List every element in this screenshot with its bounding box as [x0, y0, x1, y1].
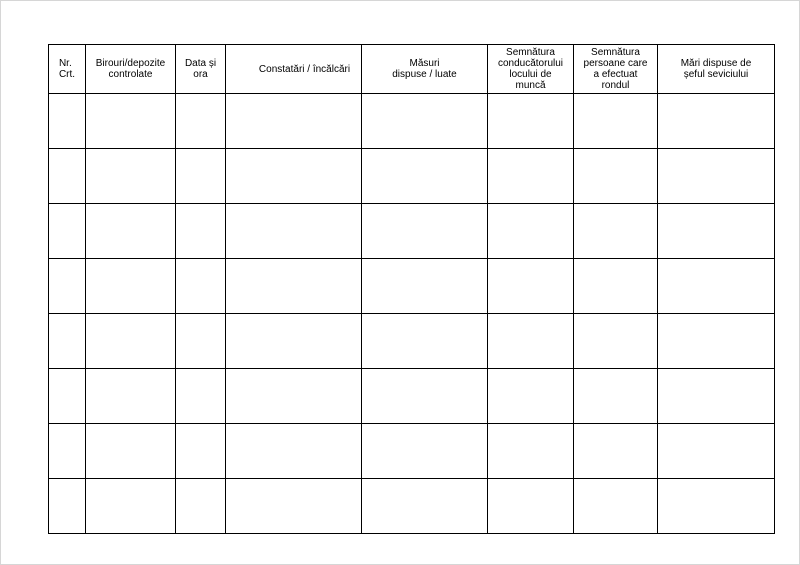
table-cell[interactable]	[49, 259, 86, 314]
table-cell[interactable]	[86, 479, 176, 534]
table-cell[interactable]	[86, 369, 176, 424]
table-cell[interactable]	[86, 204, 176, 259]
header-label: Constatări / încălcări	[258, 63, 351, 75]
table-cell[interactable]	[86, 94, 176, 149]
table-cell[interactable]	[49, 424, 86, 479]
header-label: Mări dispuse de șeful seviciului	[680, 58, 752, 80]
header-mari-dispuse	[658, 45, 775, 94]
table-cell[interactable]	[574, 424, 658, 479]
table-cell[interactable]	[488, 204, 574, 259]
header-label: Data și ora	[184, 58, 217, 80]
header-masuri	[362, 45, 488, 94]
table-cell[interactable]	[488, 479, 574, 534]
table-cell[interactable]	[362, 314, 488, 369]
table-cell[interactable]	[226, 369, 362, 424]
table-cell[interactable]	[362, 424, 488, 479]
table-cell[interactable]	[362, 259, 488, 314]
table-cell[interactable]	[488, 424, 574, 479]
table-cell[interactable]	[86, 259, 176, 314]
header-data-ora	[176, 45, 226, 94]
table-cell[interactable]	[176, 479, 226, 534]
table-cell[interactable]	[226, 424, 362, 479]
table-row	[49, 314, 775, 369]
header-constatari	[226, 45, 362, 94]
table-cell[interactable]	[574, 149, 658, 204]
table-cell[interactable]	[658, 204, 775, 259]
header-label: Semnătura persoane care a efectuat rondul	[583, 47, 648, 91]
header-semnatura-persoana	[574, 45, 658, 94]
table-cell[interactable]	[658, 149, 775, 204]
table-cell[interactable]	[488, 149, 574, 204]
table-cell[interactable]	[86, 149, 176, 204]
table-cell[interactable]	[176, 204, 226, 259]
header-label: Birouri/depozite controlate	[95, 58, 166, 80]
table-cell[interactable]	[226, 314, 362, 369]
table-body	[49, 94, 775, 534]
table-cell[interactable]	[658, 479, 775, 534]
table-cell[interactable]	[488, 94, 574, 149]
table-cell[interactable]	[49, 479, 86, 534]
table-row	[49, 424, 775, 479]
table-cell[interactable]	[658, 94, 775, 149]
table-cell[interactable]	[574, 479, 658, 534]
header-semnatura-conducator	[488, 45, 574, 94]
table-cell[interactable]	[226, 94, 362, 149]
table-cell[interactable]	[176, 149, 226, 204]
table-cell[interactable]	[658, 424, 775, 479]
table-cell[interactable]	[49, 314, 86, 369]
table-cell[interactable]	[86, 314, 176, 369]
header-label: Nr. Crt.	[58, 58, 76, 80]
table-cell[interactable]	[49, 204, 86, 259]
table-cell[interactable]	[86, 424, 176, 479]
round-log-table	[48, 44, 775, 534]
table-cell[interactable]	[574, 369, 658, 424]
header-row	[49, 45, 775, 94]
header-birouri	[86, 45, 176, 94]
header-label: Semnătura conducătorului locului de muncă	[497, 47, 564, 91]
table-cell[interactable]	[574, 204, 658, 259]
table-cell[interactable]	[574, 94, 658, 149]
table-cell[interactable]	[362, 204, 488, 259]
table-cell[interactable]	[488, 259, 574, 314]
table-row	[49, 479, 775, 534]
table-cell[interactable]	[226, 479, 362, 534]
table-cell[interactable]	[176, 94, 226, 149]
table-cell[interactable]	[488, 314, 574, 369]
table-cell[interactable]	[362, 149, 488, 204]
table-row	[49, 149, 775, 204]
table-row	[49, 204, 775, 259]
table-cell[interactable]	[49, 369, 86, 424]
table-cell[interactable]	[362, 369, 488, 424]
table-cell[interactable]	[49, 94, 86, 149]
table-cell[interactable]	[176, 424, 226, 479]
table-header	[49, 45, 775, 94]
table-cell[interactable]	[574, 314, 658, 369]
table-row	[49, 369, 775, 424]
table-cell[interactable]	[362, 94, 488, 149]
table-row	[49, 259, 775, 314]
table-cell[interactable]	[658, 314, 775, 369]
table-cell[interactable]	[226, 149, 362, 204]
table-cell[interactable]	[176, 369, 226, 424]
header-label: Măsuri dispuse / luate	[392, 58, 457, 80]
table-cell[interactable]	[658, 259, 775, 314]
table-cell[interactable]	[488, 369, 574, 424]
header-nr-crt	[49, 45, 86, 94]
table-row	[49, 94, 775, 149]
table-cell[interactable]	[574, 259, 658, 314]
table-cell[interactable]	[176, 314, 226, 369]
table-cell[interactable]	[49, 149, 86, 204]
table-cell[interactable]	[176, 259, 226, 314]
table-cell[interactable]	[226, 204, 362, 259]
table-cell[interactable]	[658, 369, 775, 424]
table-cell[interactable]	[226, 259, 362, 314]
table-cell[interactable]	[362, 479, 488, 534]
